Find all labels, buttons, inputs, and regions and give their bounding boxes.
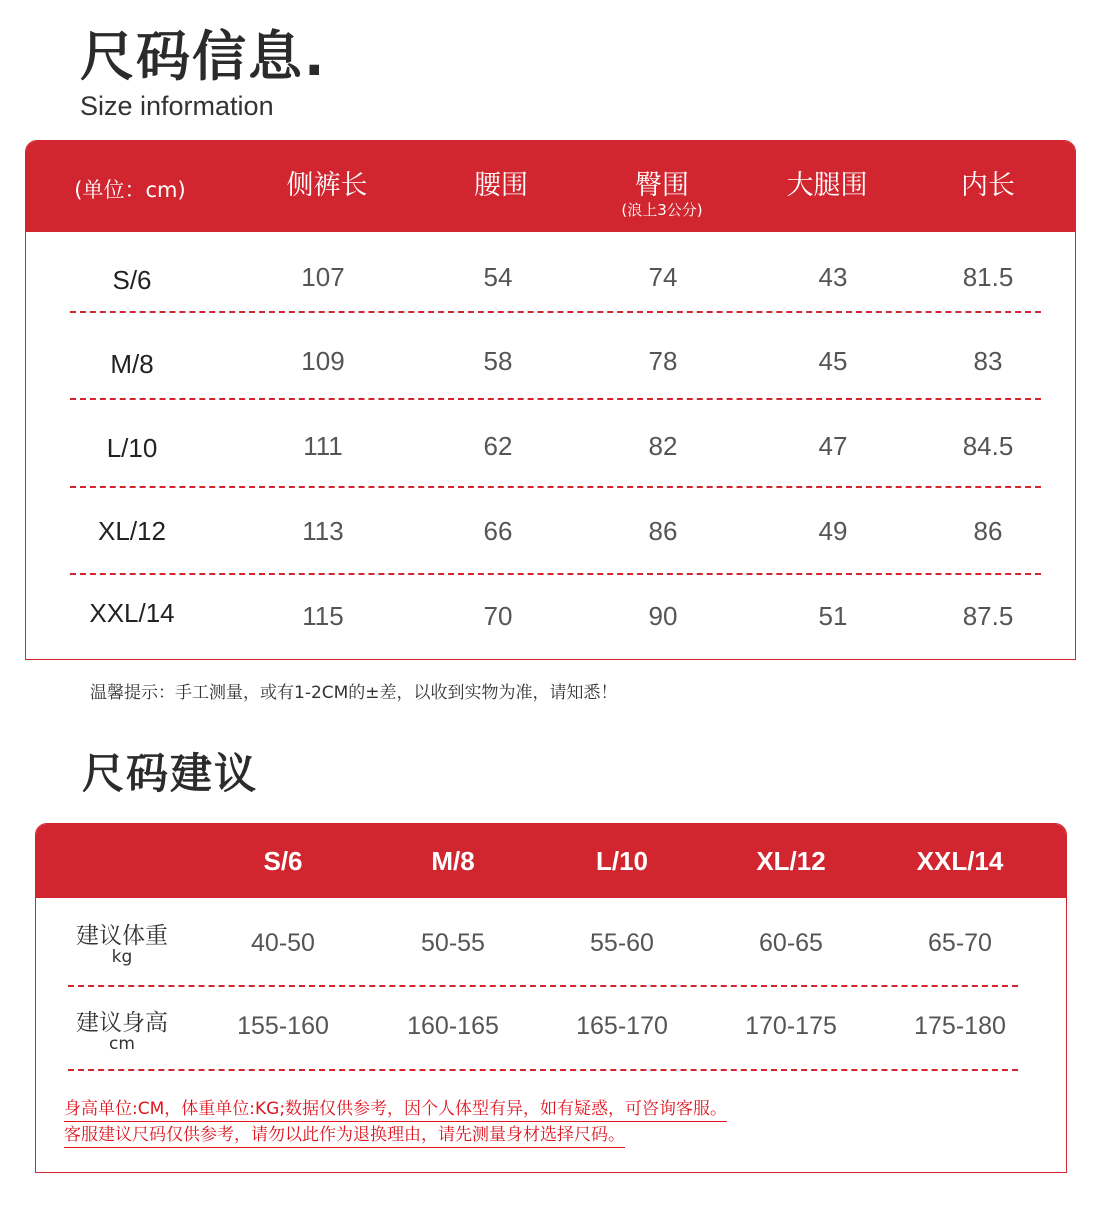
unit-label: (单位：cm) (74, 178, 186, 202)
value-cell: 51 (818, 601, 848, 631)
value-cell: 50-55 (421, 929, 485, 957)
value-cell: 83 (973, 346, 1003, 376)
row-divider (68, 1069, 1018, 1071)
page-subtitle: Size information (80, 91, 274, 121)
value-cell: 86 (648, 516, 678, 546)
row-divider (70, 311, 1041, 313)
value-cell: 84.5 (962, 431, 1014, 461)
value-cell: 155-160 (237, 1012, 329, 1040)
disclaimer-line: 身高单位:CM，体重单位:KG;数据仅供参考，因个人体型有异，如有疑惑，可咨询客服。 (64, 1097, 727, 1122)
value-cell: 82 (648, 431, 678, 461)
value-cell: 47 (818, 431, 848, 461)
value-cell: 90 (648, 601, 678, 631)
value-cell: 49 (818, 516, 848, 546)
row-label-height: 建议身高 cm (66, 1010, 178, 1053)
value-cell: 43 (818, 262, 848, 292)
column-subheader: (浪上3公分) (621, 201, 703, 219)
value-cell: 111 (303, 431, 343, 461)
column-header: 腰围 (474, 170, 528, 201)
value-cell: 170-175 (745, 1012, 837, 1040)
value-cell: 115 (302, 601, 344, 631)
size-cell: M/8 (110, 349, 154, 379)
value-cell: 54 (483, 262, 513, 292)
value-cell: 66 (483, 516, 513, 546)
size-cell: XL/12 (98, 516, 166, 546)
page-title: 尺码信息. (80, 25, 327, 88)
value-cell: 107 (301, 262, 345, 292)
section-title: 尺码建议 (82, 749, 259, 798)
table-row (26, 232, 1075, 317)
unit-label: cm (109, 1034, 135, 1054)
row-label-weight: 建议体重 kg (66, 923, 178, 966)
size-header: XL/12 (756, 846, 826, 876)
size-header: L/10 (595, 846, 649, 876)
disclaimer-line: 客服建议尺码仅供参考，请勿以此作为退换理由，请先测量身材选择尺码。 (64, 1123, 625, 1148)
value-cell: 78 (648, 346, 678, 376)
value-cell: 60-65 (759, 929, 823, 957)
size-table (25, 140, 1076, 660)
table-row (26, 316, 1075, 401)
value-cell: 160-165 (407, 1012, 499, 1040)
size-header: S/6 (263, 846, 303, 876)
recommend-table (35, 823, 1067, 1173)
value-cell: 65-70 (928, 929, 992, 957)
unit-label: kg (111, 947, 133, 967)
column-header: 大腿围 (786, 170, 868, 201)
value-cell: 165-170 (576, 1012, 668, 1040)
value-cell: 109 (301, 346, 345, 376)
column-header: 侧裤长 (286, 170, 368, 201)
table-row (26, 401, 1075, 486)
value-cell: 113 (302, 516, 344, 546)
value-cell: 58 (483, 346, 513, 376)
value-cell: 86 (973, 516, 1003, 546)
value-cell: 55-60 (590, 929, 654, 957)
table-row (26, 571, 1075, 656)
size-cell: XXL/14 (89, 598, 175, 628)
column-header: 臀围 (浪上3公分) (621, 170, 703, 219)
row-divider (68, 985, 1018, 987)
size-header: XXL/14 (916, 846, 1004, 876)
value-cell: 62 (483, 431, 513, 461)
row-divider (70, 398, 1041, 400)
value-cell: 81.5 (962, 262, 1014, 292)
value-cell: 175-180 (914, 1012, 1006, 1040)
recommend-table-header (36, 824, 1066, 898)
value-cell: 70 (483, 601, 513, 631)
size-cell: L/10 (106, 433, 158, 463)
column-header: 内长 (961, 170, 1015, 201)
value-cell: 45 (818, 346, 848, 376)
value-cell: 40-50 (251, 929, 315, 957)
value-cell: 74 (648, 262, 678, 292)
table-row (26, 486, 1075, 571)
size-cell: S/6 (112, 265, 152, 295)
size-header: M/8 (431, 846, 475, 876)
value-cell: 87.5 (962, 601, 1014, 631)
size-table-header (26, 141, 1075, 232)
measurement-note: 温馨提示：手工测量，或有1-2CM的±差，以收到实物为准，请知悉！ (90, 683, 618, 703)
